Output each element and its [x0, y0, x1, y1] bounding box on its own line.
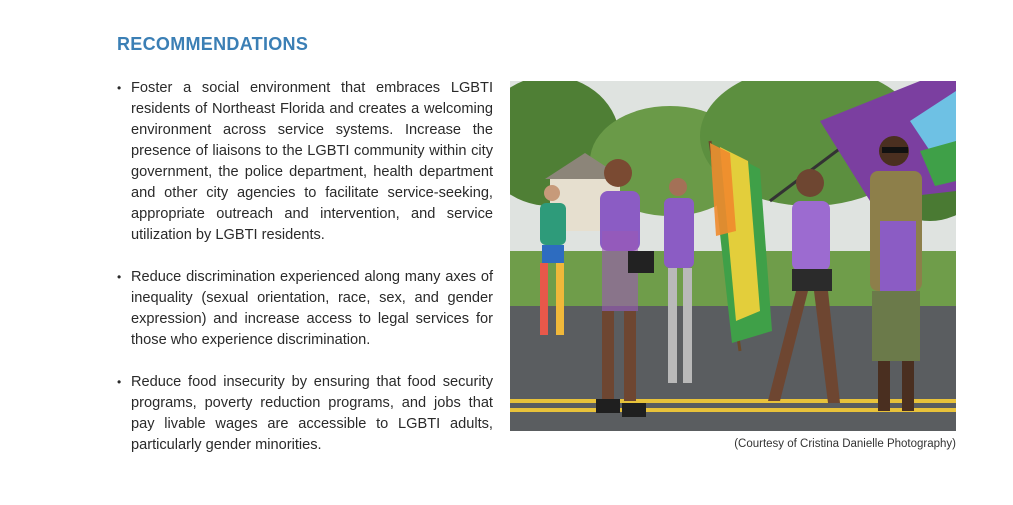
pride-parade-illustration — [510, 81, 956, 431]
bullet: • — [117, 375, 122, 389]
pride-parade-photo — [510, 81, 956, 431]
recommendation-item — [117, 372, 493, 456]
bullet: • — [117, 81, 122, 95]
recommendations-list — [117, 78, 493, 477]
recommendation-text: Foster a social environment that embraces LGBTI residents of Northeast Florida and creates a welcoming environment across service systems. Increase the presence of liaisons to the LGBTI community within city government, the police department, health department and other city agencies to facilitate service-seeking, appropriate outreach and intervention, and service utilization by LGBTI residents. — [131, 80, 493, 243]
bullet: • — [117, 270, 122, 284]
photo-caption: (Courtesy of Cristina Danielle Photography) — [734, 438, 956, 450]
recommendation-text: Reduce discrimination experienced along many axes of inequality (sexual orientation, race, sex, and gender expression) and increase access to legal services for those who experience discrimination. — [131, 269, 493, 348]
recommendation-text: Reduce food insecurity by ensuring that food security programs, poverty reduction programs, and jobs that pay livable wages are accessible to LGBTI adults, particularly gender minorities. — [131, 374, 493, 453]
section-heading: RECOMMENDATIONS — [117, 34, 309, 54]
recommendation-item — [117, 267, 493, 351]
recommendation-item — [117, 78, 493, 246]
